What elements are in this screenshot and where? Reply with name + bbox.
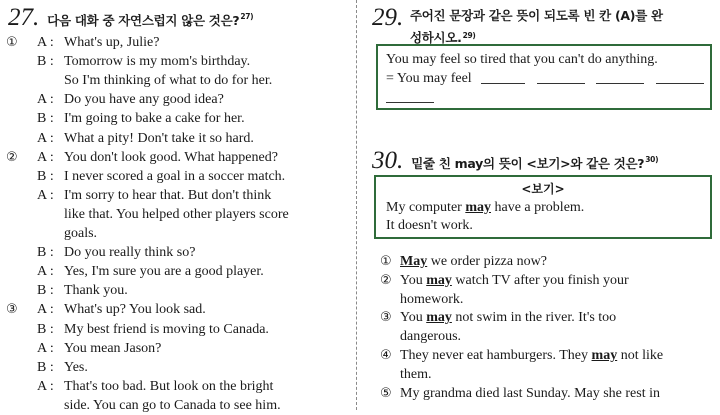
option-text-continued: them.: [400, 366, 432, 382]
underlined-keyword: May: [400, 254, 428, 269]
speaker-label: B :: [37, 168, 54, 184]
question-title-text: 밑줄 친 may의 뜻이 <보기>와 같은 것은?: [411, 156, 645, 171]
example-text: have a problem.: [494, 200, 585, 215]
speaker-label: B :: [37, 283, 54, 299]
question-title: [47, 11, 253, 29]
option-marker[interactable]: ⑤: [380, 385, 392, 401]
choice-marker[interactable]: ③: [6, 302, 18, 318]
speaker-label: B :: [37, 54, 54, 70]
example-line-1: [386, 198, 584, 217]
dialogue-text: I never scored a goal in a soccer match.: [64, 168, 286, 184]
underlined-keyword: may: [426, 272, 452, 288]
given-sentence: You may feel so tired that you can't do anything.: [386, 52, 658, 67]
speaker-label: B :: [37, 111, 54, 127]
option-text: [400, 271, 629, 290]
speaker-label: B :: [37, 359, 54, 375]
question-title: [411, 154, 658, 172]
option-text-post: we order pizza now?: [430, 254, 547, 269]
option-marker[interactable]: ②: [380, 272, 392, 288]
speaker-label: A :: [37, 340, 54, 356]
dialogue-text: Thank you.: [64, 283, 128, 299]
choice-marker[interactable]: ②: [6, 149, 18, 165]
rewrite-line-2: [386, 88, 434, 107]
speaker-label: B :: [37, 245, 54, 261]
answer-blank[interactable]: [656, 69, 704, 84]
dialogue-text: You don't look good. What happened?: [64, 149, 278, 165]
option-text: [400, 308, 616, 327]
question-29-box: [376, 44, 712, 110]
rewrite-prefix: = You may feel: [386, 71, 472, 86]
question-number: 30.: [372, 147, 404, 174]
option-text-pre: You: [400, 272, 423, 288]
footnote-ref: 27): [240, 12, 254, 21]
question-27-header: [8, 5, 253, 30]
example-text: My computer: [386, 200, 462, 215]
option-marker[interactable]: ①: [380, 254, 392, 269]
dialogue-text: Tomorrow is my mom's birthday.: [64, 54, 251, 70]
speaker-label: B :: [37, 321, 54, 337]
example-line-2: It doesn't work.: [386, 218, 473, 233]
underlined-keyword: may: [591, 348, 618, 363]
dialogue-text: What a pity! Don't take it so hard.: [64, 130, 254, 146]
answer-blank[interactable]: [386, 88, 434, 103]
question-29-title: [410, 6, 710, 48]
dialogue-text: Yes, I'm sure you are a good player.: [64, 264, 264, 280]
dialogue-text: That's too bad. But look on the bright: [64, 378, 274, 394]
option-text: [400, 346, 663, 365]
speaker-label: A :: [37, 302, 54, 318]
speaker-label: A :: [37, 35, 54, 50]
dialogue-text: Yes.: [64, 359, 88, 375]
footnote-ref: 29): [462, 31, 476, 40]
dialogue-text: I'm sorry to hear that. But don't think: [64, 187, 272, 203]
question-27: [0, 0, 350, 413]
choice-marker[interactable]: ①: [6, 35, 18, 50]
option-text-post: watch TV after you finish your: [455, 272, 629, 288]
dialogue-text: What's up? You look sad.: [64, 302, 206, 318]
option-marker[interactable]: ③: [380, 310, 392, 326]
speaker-label: A :: [37, 130, 54, 146]
question-number: 29.: [372, 4, 404, 31]
question-30-header: [372, 148, 658, 173]
option-text-pre: They never eat hamburgers. They: [400, 348, 589, 363]
question-title-line: 주어진 문장과 같은 뜻이 되도록 빈 칸 (A)를 완: [410, 8, 663, 23]
option-text: [400, 384, 660, 403]
answer-blank[interactable]: [481, 69, 525, 84]
dialogue-text: I'm going to bake a cake for her.: [64, 111, 245, 127]
right-column: [364, 0, 720, 410]
question-title-line: 성하시오.: [410, 30, 462, 45]
column-divider: [356, 0, 357, 410]
example-box-label: <보기>: [521, 182, 565, 196]
answer-blank[interactable]: [596, 69, 644, 84]
underlined-keyword: may: [465, 200, 491, 215]
question-title-text: 다음 대화 중 자연스럽지 않은 것은?: [47, 13, 240, 28]
option-text-continued: dangerous.: [400, 329, 462, 345]
dialogue-text: So I'm thinking of what to do for her.: [64, 73, 273, 89]
dialogue-text: You mean Jason?: [64, 340, 162, 356]
dialogue-text: side. You can go to Canada to see him.: [64, 397, 281, 413]
option-text-post: not swim in the river. It's too: [455, 310, 617, 326]
answer-blank[interactable]: [537, 69, 585, 84]
speaker-label: A :: [37, 149, 54, 165]
option-text-pre: My grandma died last Sunday. May she rest in: [400, 385, 660, 401]
footnote-ref: 30): [645, 155, 659, 164]
option-text-continued: homework.: [400, 291, 464, 307]
dialogue-text: What's up, Julie?: [64, 35, 160, 50]
dialogue-text: Do you have any good idea?: [64, 92, 224, 108]
speaker-label: A :: [37, 92, 54, 108]
dialogue-text: goals.: [64, 226, 98, 241]
rewrite-line: [386, 69, 704, 88]
speaker-label: A :: [37, 264, 54, 280]
dialogue-text: like that. You helped other players score: [64, 206, 289, 222]
dialogue-text: Do you really think so?: [64, 245, 196, 261]
question-29-header: [372, 5, 403, 30]
option-text-post: not like: [620, 348, 664, 363]
dialogue-text: My best friend is moving to Canada.: [64, 321, 269, 337]
speaker-label: A :: [37, 187, 54, 203]
option-text-pre: You: [400, 310, 423, 326]
question-number: 27.: [8, 4, 40, 31]
example-box: [374, 175, 712, 239]
underlined-keyword: may: [426, 310, 452, 326]
option-marker[interactable]: ④: [380, 348, 392, 363]
option-text: [400, 252, 547, 271]
speaker-label: A :: [37, 378, 54, 394]
